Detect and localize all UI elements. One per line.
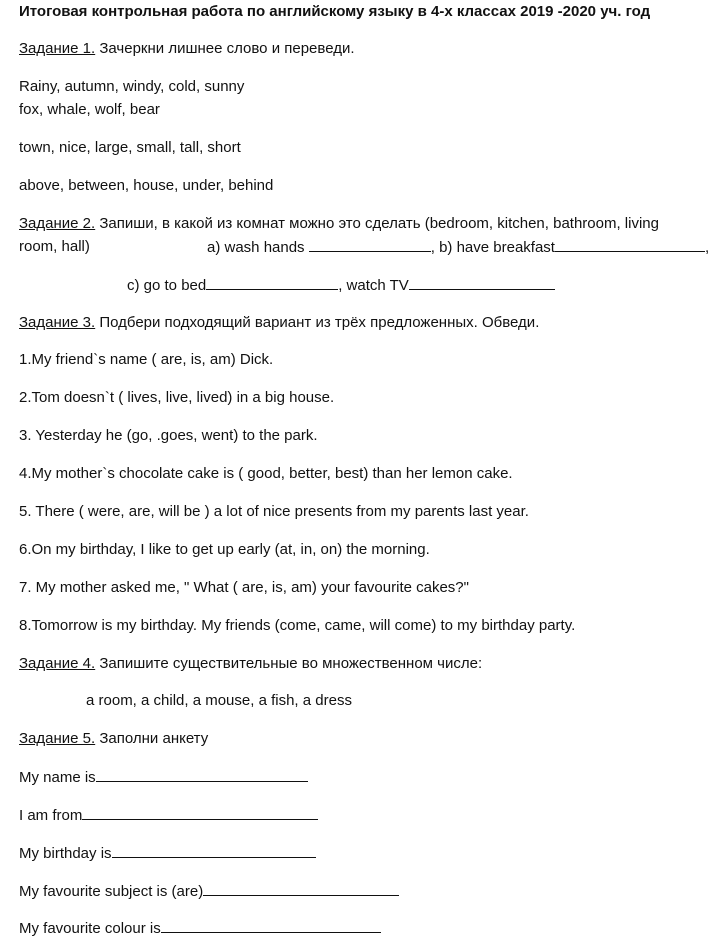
task2-heading	[19, 214, 659, 234]
task3-instruction: Подбери подходящий вариант из трёх предложенных. Обведи.	[95, 314, 540, 331]
task2-item-a: a) wash hands	[207, 239, 309, 256]
task1-label: Задание 1.	[19, 40, 96, 57]
page-title: Итоговая контрольная работа по английскому языку в 4-х классах 2019 -2020 уч. год	[19, 3, 651, 20]
task3-item-2: 2.Tom doesn`t ( lives, live, lived) in a big house.	[19, 389, 335, 406]
form-field-subject	[19, 881, 399, 902]
task2-instruction: Запиши, в какой из комнат можно это сделать (bedroom, kitchen, bathroom, living	[95, 215, 659, 232]
task1-row-2: fox, whale, wolf, bear	[19, 101, 160, 118]
colour-blank[interactable]	[161, 918, 381, 933]
task3-heading	[19, 313, 539, 333]
form-field-birthday	[19, 843, 316, 864]
form-field-label: My favourite subject is (are)	[19, 883, 204, 900]
task2-row-1	[19, 237, 90, 257]
birthday-blank[interactable]	[112, 843, 316, 858]
task5-label: Задание 5.	[19, 730, 96, 747]
task5-heading	[19, 729, 208, 749]
task4-heading	[19, 654, 482, 674]
task1-row-4: above, between, house, under, behind	[19, 177, 274, 194]
task3-item-5: 5. There ( were, are, will be ) a lot of nice presents from my parents last year.	[19, 503, 529, 520]
task3-item-3: 3. Yesterday he (go, .goes, went) to the park.	[19, 427, 318, 444]
subject-blank[interactable]	[203, 881, 399, 896]
task3-item-1: 1.My friend`s name ( are, is, am) Dick.	[19, 351, 274, 368]
task2-row-1-answers	[207, 237, 709, 258]
task4-words: a room, a child, a mouse, a fish, a dress	[86, 692, 352, 709]
form-field-name	[19, 767, 308, 788]
task2-instruction-cont: room, hall)	[19, 238, 90, 255]
form-field-label: My birthday is	[19, 845, 112, 862]
task1-row-1: Rainy, autumn, windy, cold, sunny	[19, 78, 245, 95]
task3-item-7: 7. My mother asked me, " What ( are, is, am) your favourite cakes?"	[19, 579, 469, 596]
form-field-label: I am from	[19, 807, 83, 824]
task2-row-2	[127, 275, 555, 296]
task1-heading	[19, 39, 355, 59]
name-blank[interactable]	[96, 767, 308, 782]
task5-instruction: Заполни анкету	[95, 730, 209, 747]
form-field-label: My favourite colour is	[19, 920, 161, 937]
task4-instruction: Запишите существительные во множественном числе:	[95, 655, 483, 672]
form-field-from	[19, 805, 318, 826]
task2-label: Задание 2.	[19, 215, 96, 232]
from-blank[interactable]	[82, 805, 318, 820]
answer-blank[interactable]	[206, 275, 338, 290]
task2-item-d: , watch TV	[338, 277, 409, 294]
task2-item-b-end: ,	[704, 239, 710, 256]
task2-item-c: c) go to bed	[127, 277, 207, 294]
task4-label: Задание 4.	[19, 655, 96, 672]
answer-blank[interactable]	[409, 275, 555, 290]
task3-item-6: 6.On my birthday, I like to get up early (at, in, on) the morning.	[19, 541, 430, 558]
form-field-colour	[19, 918, 381, 939]
task2-item-b: , b) have breakfast	[430, 239, 555, 256]
answer-blank[interactable]	[555, 237, 705, 252]
task3-label: Задание 3.	[19, 314, 96, 331]
answer-blank[interactable]	[309, 237, 431, 252]
task3-item-4: 4.My mother`s chocolate cake is ( good, better, best) than her lemon cake.	[19, 465, 513, 482]
task1-instruction: Зачеркни лишнее слово и переведи.	[95, 40, 355, 57]
task1-row-3: town, nice, large, small, tall, short	[19, 139, 241, 156]
form-field-label: My name is	[19, 769, 96, 786]
task3-item-8: 8.Tomorrow is my birthday. My friends (come, came, will come) to my birthday party.	[19, 617, 576, 634]
